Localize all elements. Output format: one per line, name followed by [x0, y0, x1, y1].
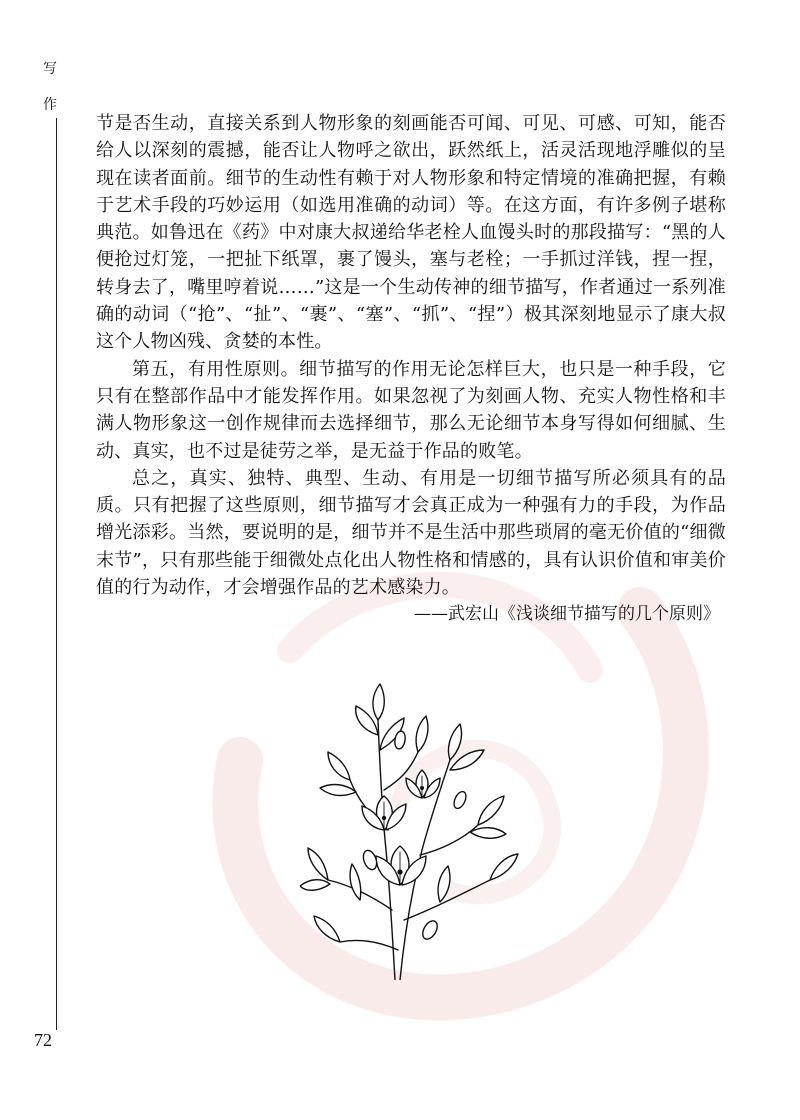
paragraph-2: 第五，有用性原则。细节描写的作用无论怎样巨大，也只是一种手段，它只有在整部作品中才能发挥作用。如果忽视了为刻画人物、充实人物性格和丰满人物形象这一创作规律而去选择细节，那么无论细节本身写得如何细腻、生动、真实，也不过是徒劳之举，是无益于作品的败笔。 [96, 358, 726, 462]
margin-rule [56, 118, 57, 1030]
section-label-char-2: 作 [43, 97, 57, 113]
plant-illustration [300, 680, 530, 980]
paragraph-1: 节是否生动，直接关系到人物形象的刻画能否可闻、可见、可感、可知，能否给人以深刻的震撼，能否让人物呼之欲出，跃然纸上，活灵活现地浮雕似的呈现在读者面前。细节的生动性有赖于对人物形象和特定情境的准确把握，有赖于艺术手段的巧妙运用（如选用准确的动词）等。在这方面，有许多例子堪称典范。如鲁迅在《药》中对康大叔递给华老栓人血馒头时的那段描写：“黑的人便抢过灯笼，一把扯下纸罩，裹了馒头，塞与老栓；一手抓过洋钱，捏一捏，转身去了，嘴里哼着说……”这是一个生动传神的细节描写，作者通过一系列准确的动词（“抢”、“扯”、“裹”、“塞”、“抓”、“捏”）极其深刻地显示了康大叔这个人物凶残、贪婪的本性。 [96, 113, 726, 353]
page-number: 72 [34, 1030, 52, 1050]
citation: ——武宏山《浅谈细节描写的几个原则》 [414, 604, 720, 625]
section-label-char-1: 写 [43, 61, 57, 77]
paragraph-3: 总之，真实、独特、典型、生动、有用是一切细节描写所必须具有的品质。只有把握了这些原则，细节描写才会真正成为一种强有力的手段，为作品增光添彩。当然，要说明的是，细节并不是生活中那些琐屑的毫无价值的“细微末节”，只有那些能于细微处点化出人物性格和情感的，具有认识价值和审美价值的行为动作，才会增强作品的艺术感染力。 [96, 467, 726, 599]
body-text [96, 110, 726, 628]
